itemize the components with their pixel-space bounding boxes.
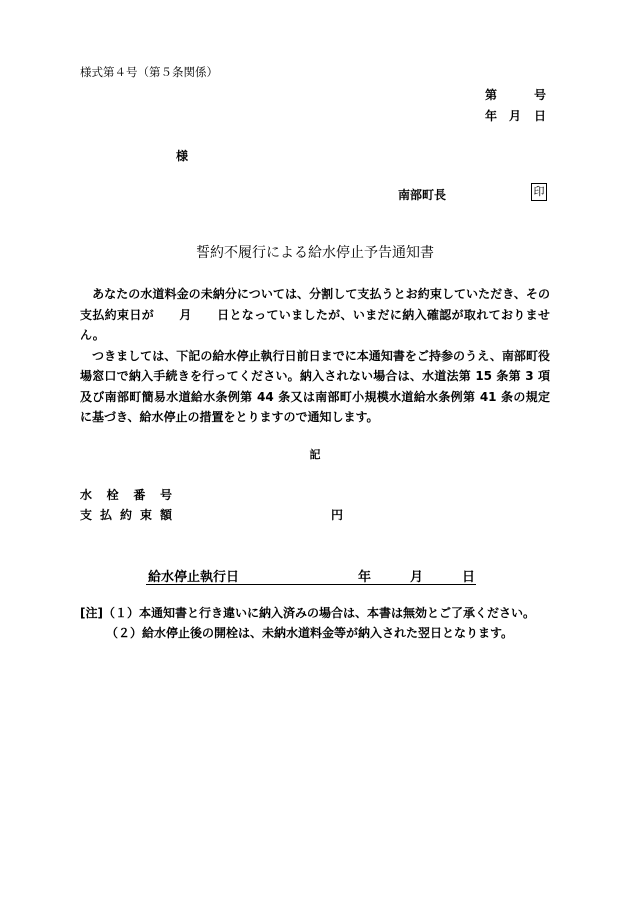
issue-number-prefix: 第 — [485, 88, 498, 102]
body-day: 日 — [216, 307, 230, 322]
body-text — [80, 284, 550, 428]
issue-date-year: 年 — [485, 109, 498, 123]
execution-day: 日 — [462, 570, 476, 585]
body-month: 月 — [179, 307, 192, 322]
form-number: 様式第４号（第５条関係） — [80, 65, 218, 79]
execution-year: 年 — [358, 570, 372, 585]
seal-box: 印 — [531, 183, 547, 201]
body-paragraph-2-text: つきましては、下記の給水停止執行日前日までに本通知書をご持参のうえ、南部町役場窓口で納入手続きを行ってください。納入されない場合は、水道法第 15 条第 3 項及び南部町簡易水道給水条例第 44 条又は南部町小規模水道給水条例第 41 条の規定に基づき、給水停止の措置をとりますので通知します。 — [80, 348, 550, 424]
execution-date-label: 給水停止執行日 — [148, 570, 240, 585]
note-1: [注]（１）本通知書と行き違いに納入済みの場合は、本書は無効とご了承ください。 — [80, 606, 535, 620]
ki-label: 記 — [309, 448, 321, 461]
note-2: （２）給水停止後の開栓は、未納水道料金等が納入された翌日となります。 — [106, 626, 514, 640]
issue-number-suffix: 号 — [534, 88, 547, 102]
body-paragraph-1-b: となっていましたが、いまだに納入確認が取れておりません。 — [80, 307, 550, 342]
faucet-number-label: 水栓番号 — [80, 488, 172, 502]
addressee-suffix: 様 — [176, 149, 189, 163]
faucet-number-row — [80, 486, 172, 503]
execution-month: 月 — [410, 570, 424, 585]
yen-label: 円 — [331, 508, 344, 522]
body-paragraph-1-a: あなたの水道料金の未納分については、分割して支払うとお約束していただき、その支払約束日が — [80, 287, 550, 322]
body-paragraph-1 — [80, 284, 550, 346]
issue-date-month: 月 — [509, 109, 522, 123]
issue-date-day: 日 — [534, 109, 547, 123]
body-paragraph-2 — [80, 346, 550, 428]
payment-amount-row — [80, 506, 172, 523]
execution-date-line — [146, 566, 476, 585]
document-title: 誓約不履行による給水停止予告通知書 — [196, 245, 434, 261]
payment-amount-label: 支払約束額 — [80, 508, 172, 522]
sender-name: 南部町長 — [398, 188, 447, 202]
